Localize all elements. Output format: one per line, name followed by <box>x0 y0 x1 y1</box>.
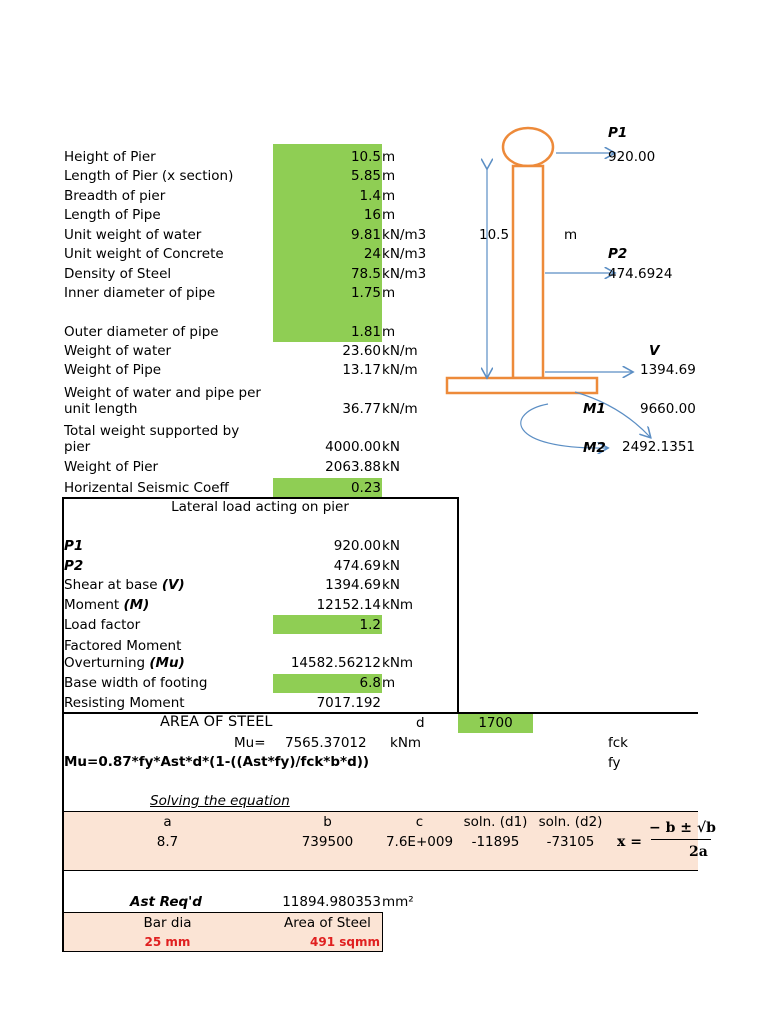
lateral-title: Lateral load acting on pier <box>171 499 349 515</box>
fy-label: fy <box>608 755 621 771</box>
input-label: Density of Steel <box>64 266 172 282</box>
diagram-p1-label: P1 <box>608 125 628 141</box>
computed-unit: kN/m <box>382 343 418 359</box>
input-label: Breadth of pier <box>64 188 166 204</box>
input-value[interactable]: 78.5 <box>350 266 381 282</box>
mu-unit: kNm <box>390 735 422 751</box>
factored-text: Overturning <box>64 655 150 671</box>
input-value[interactable]: 1.75 <box>350 285 381 301</box>
input-unit: m <box>382 149 396 165</box>
d-label: d <box>416 715 425 731</box>
p1-unit: kN <box>382 538 400 554</box>
computed-unit: kN <box>382 459 400 475</box>
load-factor-value[interactable]: 1.2 <box>359 617 381 633</box>
input-label: Height of Pier <box>64 149 156 165</box>
coef-a-value: 8.7 <box>156 834 179 850</box>
diagram-v-value: 1394.69 <box>640 362 696 378</box>
shear-label <box>64 576 185 595</box>
computed-value: 36.77 <box>342 401 381 417</box>
input-label: Unit weight of Concrete <box>64 246 224 262</box>
d-value[interactable]: 1700 <box>478 715 513 731</box>
factored-symbol: (Mu) <box>149 655 185 671</box>
factored-value: 14582.56212 <box>290 655 381 671</box>
input-label: Outer diameter of pipe <box>64 324 219 340</box>
computed-unit: kN/m <box>382 401 418 417</box>
computed-label: Weight of water <box>64 343 172 359</box>
seismic-value[interactable]: 0.23 <box>350 480 381 496</box>
input-value[interactable]: 24 <box>363 246 381 262</box>
factored-label-2 <box>64 654 185 673</box>
coef-b-value: 739500 <box>301 834 354 850</box>
computed-label: pier <box>64 439 91 455</box>
moment-text: Moment <box>64 597 124 613</box>
computed-value: 23.60 <box>342 343 381 359</box>
shear-value: 1394.69 <box>325 577 381 593</box>
diagram-m1-label: M1 <box>583 401 606 417</box>
eq-table-bottom <box>62 870 698 871</box>
shear-symbol: (V) <box>161 577 185 593</box>
p1-value: 920.00 <box>333 538 381 554</box>
quadratic-formula <box>617 815 716 870</box>
diagram-m2-value: 2492.1351 <box>622 439 696 455</box>
computed-label: Weight of Pipe <box>64 362 162 378</box>
formula-numerator: − b ± √b <box>649 820 716 836</box>
computed-unit: kN/m <box>382 362 418 378</box>
diagram-p2-label: P2 <box>608 246 628 262</box>
moment-label <box>64 596 149 615</box>
diagram-m2-label: M2 <box>583 440 606 456</box>
soln-d2-value: -73105 <box>546 834 595 850</box>
computed-value: 4000.00 <box>325 439 381 455</box>
mu-label: Mu= <box>234 735 266 751</box>
input-unit: m <box>382 168 396 184</box>
input-value[interactable]: 9.81 <box>350 227 381 243</box>
shear-text: Shear at base <box>64 577 162 593</box>
ast-label: Ast Req'd <box>130 894 202 910</box>
resisting-value: 7017.192 <box>316 695 381 711</box>
soln-header-d2: soln. (d2) <box>538 814 603 830</box>
input-unit: m <box>382 324 396 340</box>
lateral-box-right <box>457 497 459 713</box>
diagram-p2-value: 474.6924 <box>608 266 673 282</box>
computed-label: unit length <box>64 401 138 417</box>
mu-value: 7565.37012 <box>285 735 367 751</box>
input-value[interactable]: 1.81 <box>350 324 381 340</box>
input-unit: m <box>382 188 396 204</box>
bar-table-right <box>382 912 383 952</box>
pier-column <box>513 166 543 378</box>
input-label: Length of Pipe <box>64 207 161 223</box>
coef-header-a: a <box>163 814 172 830</box>
soln-header-d1: soln. (d1) <box>463 814 528 830</box>
coef-header-b: b <box>323 814 332 830</box>
base-width-unit: m <box>382 675 396 691</box>
diagram-m1-value: 9660.00 <box>640 401 696 417</box>
computed-value: 2063.88 <box>325 459 381 475</box>
input-label: Length of Pier (x section) <box>64 168 234 184</box>
moment-symbol: (M) <box>123 597 150 613</box>
input-unit: m <box>382 207 396 223</box>
solving-label: Solving the equation <box>150 793 290 809</box>
fck-label: fck <box>608 735 628 751</box>
input-value[interactable]: 1.4 <box>359 188 381 204</box>
p2-label: P2 <box>64 558 84 574</box>
input-unit: m <box>382 285 396 301</box>
factored-label-1: Factored Moment <box>64 638 182 654</box>
computed-label: Horizental Seismic Coeff <box>64 480 229 496</box>
shear-unit: kN <box>382 577 400 593</box>
input-value[interactable]: 16 <box>363 207 381 223</box>
input-unit: kN/m3 <box>382 266 427 282</box>
formula-x: x = <box>617 834 642 850</box>
input-label: Unit weight of water <box>64 227 202 243</box>
input-unit: kN/m3 <box>382 227 427 243</box>
computed-label: Weight of Pier <box>64 459 159 475</box>
computed-label: Weight of water and pipe per <box>64 385 261 401</box>
formula-denominator: 2a <box>689 844 708 860</box>
pipe-section <box>503 128 553 166</box>
load-factor-label: Load factor <box>64 617 141 633</box>
resisting-label: Resisting Moment <box>64 695 185 711</box>
bar-area-value: 491 sqmm <box>310 935 380 949</box>
coef-c-value: 7.6E+009 <box>385 834 454 850</box>
moment-value: 12152.14 <box>316 597 381 613</box>
ast-unit: mm² <box>382 894 414 910</box>
coef-header-c: c <box>415 814 424 830</box>
bar-dia-value: 25 mm <box>144 935 191 949</box>
bar-area-header: Area of Steel <box>284 915 371 931</box>
steel-equation: Mu=0.87*fy*Ast*d*(1-((Ast*fy)/fck*b*d)) <box>64 754 370 770</box>
formula-bar <box>651 839 711 840</box>
p2-value: 474.69 <box>333 558 381 574</box>
moment-unit: kNm <box>382 597 414 613</box>
ast-value: 11894.980353 <box>282 894 381 910</box>
input-unit: kN/m3 <box>382 246 427 262</box>
computed-unit: kN <box>382 439 400 455</box>
diagram-height-value: 10.5 <box>479 227 510 243</box>
input-value[interactable]: 10.5 <box>350 149 381 165</box>
bar-dia-header: Bar dia <box>143 915 192 931</box>
factored-unit: kNm <box>382 655 414 671</box>
steel-top-rule <box>62 712 698 714</box>
computed-label: Total weight supported by <box>64 423 240 439</box>
base-width-label: Base width of footing <box>64 675 208 691</box>
input-value[interactable]: 5.85 <box>350 168 381 184</box>
diagram-height-unit: m <box>564 227 578 243</box>
steel-title: AREA OF STEEL <box>160 714 273 730</box>
diagram-v-label: V <box>649 343 660 359</box>
base-width-value[interactable]: 6.8 <box>359 675 381 691</box>
diagram-p1-value: 920.00 <box>608 149 656 165</box>
input-label: Inner diameter of pipe <box>64 285 216 301</box>
footing <box>447 378 597 393</box>
soln-d1-value: -11895 <box>471 834 520 850</box>
p2-unit: kN <box>382 558 400 574</box>
p1-label: P1 <box>64 538 84 554</box>
computed-value: 13.17 <box>342 362 381 378</box>
